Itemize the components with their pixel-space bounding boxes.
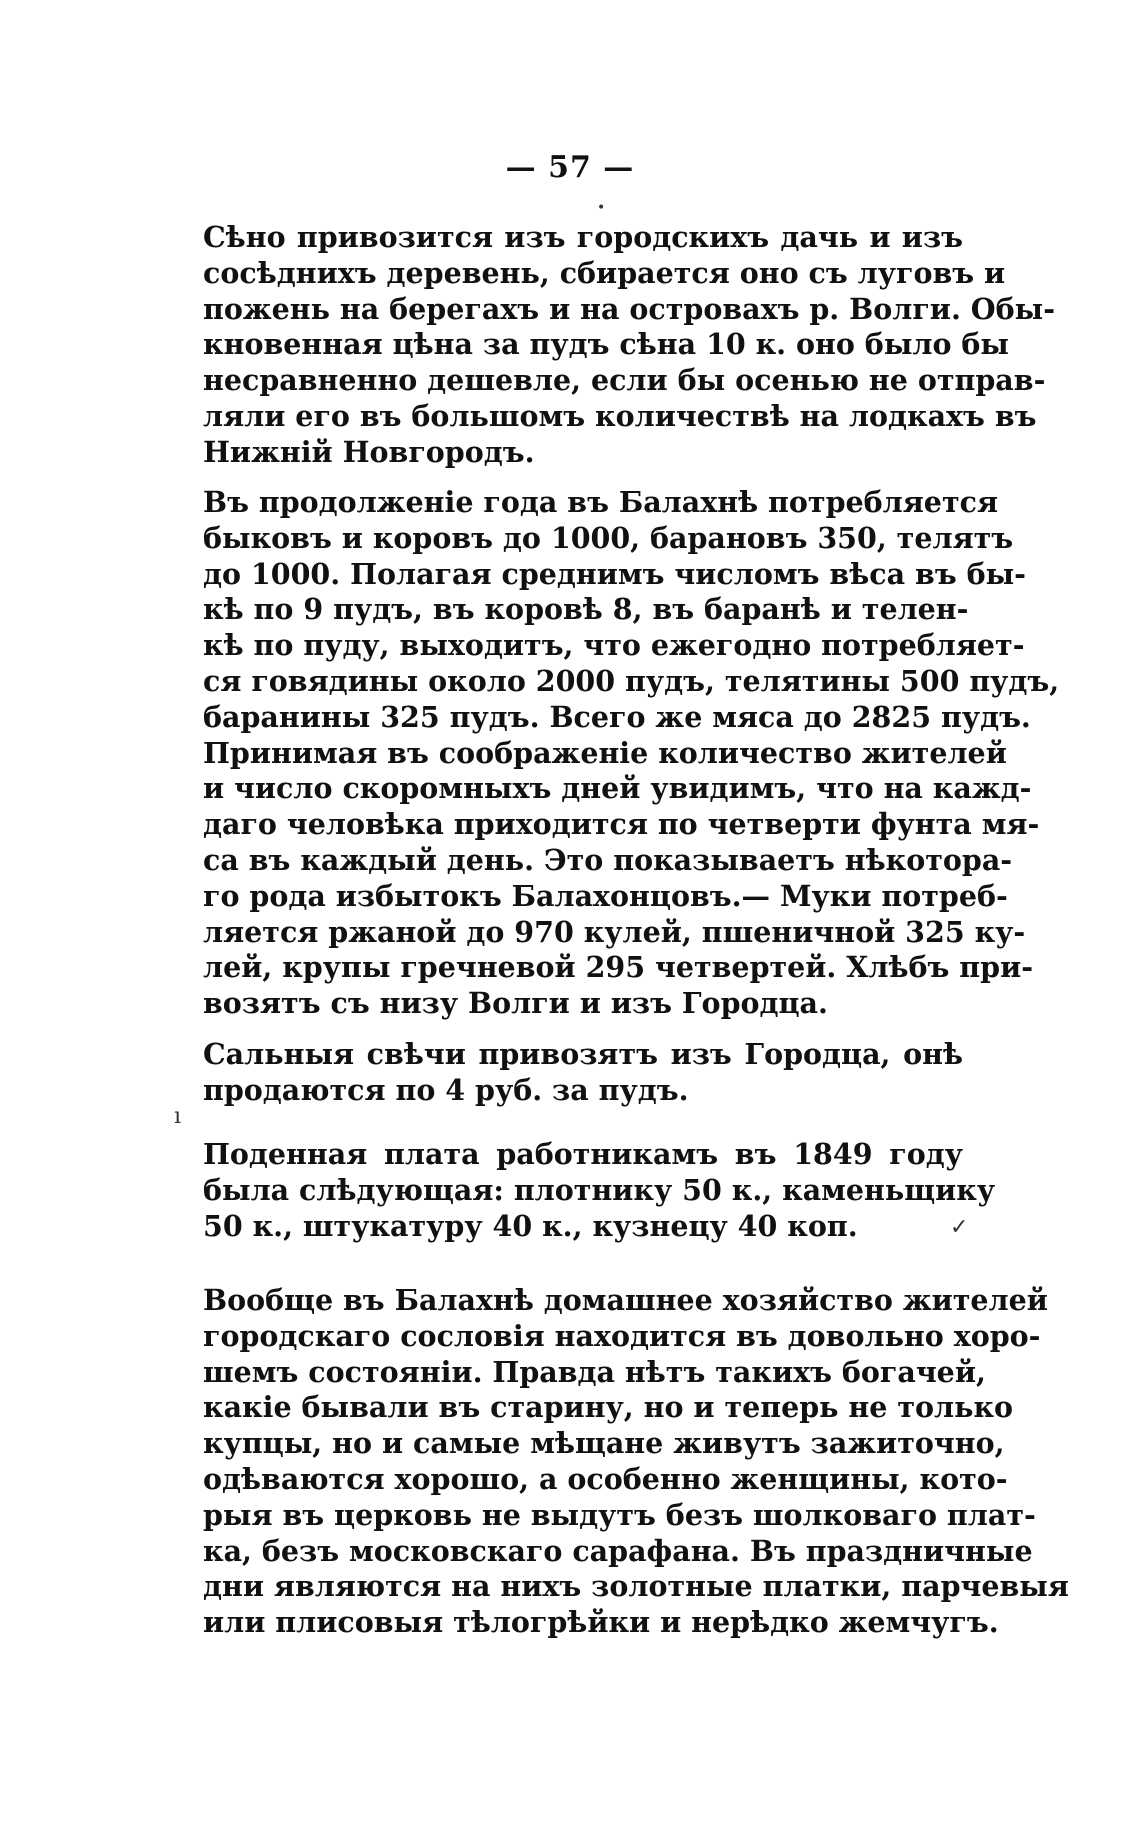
text-line: ся говядины около 2000 пудъ, телятины 500 пудъ, (203, 663, 1060, 698)
text-line: кѣ по 9 пудъ, въ коровѣ 8, въ баранѣ и телен- (203, 592, 969, 627)
text-line: Сѣно привозится изъ городскихъ дачь и изъ (203, 220, 963, 254)
text-line: Принимая въ соображеніе количество жителей (203, 735, 1007, 770)
text-line: Сальныя свѣчи привозятъ изъ Городца, онѣ (203, 1037, 963, 1071)
text-line: Нижній Новгородъ. (203, 434, 535, 469)
text-line: даго человѣка приходится по четверти фунта мя- (203, 807, 1040, 842)
text-line: рыя въ церковь не выдутъ безъ шолковаго плат- (203, 1497, 1036, 1532)
margin-mark: ı (174, 1104, 182, 1129)
paragraph-household (203, 1283, 1069, 1641)
print-speck: • (597, 200, 606, 216)
text-line: ка, безъ московскаго сарафана. Въ праздничные (203, 1533, 1033, 1568)
text-line: Вообще въ Балахнѣ домашнее хозяйство жителей (203, 1283, 1048, 1317)
text-line: одѣваются хорошо, а особенно женщины, кото- (203, 1461, 1008, 1496)
text-line: го рода избытокъ Балахонцовъ.— Муки потреб- (203, 878, 1008, 913)
paragraph-meat-consumption (203, 485, 1060, 1022)
text-line: пожень на берегахъ и на островахъ р. Волги. Обы- (203, 291, 1056, 326)
paragraph-candles (203, 1037, 963, 1109)
text-line: несравненно дешевле, если бы осенью не отправ- (203, 363, 1046, 398)
text-line: купцы, но и самые мѣщане живутъ зажиточно, (203, 1426, 1005, 1461)
text-line: кновенная цѣна за пудъ сѣна 10 к. оно было бы (203, 327, 1009, 362)
text-line: лей, крупы гречневой 295 четвертей. Хлѣбъ при- (203, 950, 1034, 985)
paragraph-wages (203, 1137, 996, 1244)
text-line: ляется ржаной до 970 кулей, пшеничной 325 ку- (203, 914, 1026, 949)
text-line: продаются по 4 руб. за пудъ. (203, 1072, 689, 1107)
text-line: или плисовыя тѣлогрѣйки и нерѣдко жемчугъ. (203, 1605, 999, 1640)
text-line: городскаго сословія находится въ довольно хоро- (203, 1318, 1041, 1353)
text-line: ляли его въ большомъ количествѣ на лодкахъ въ (203, 398, 1037, 433)
text-line: кѣ по пуду, выходитъ, что ежегодно потребляет- (203, 628, 1025, 663)
text-line: сосѣднихъ деревень, сбирается оно съ луговъ и (203, 255, 1006, 290)
text-line: са въ каждый день. Это показываетъ нѣкотора- (203, 842, 1013, 877)
text-line: была слѣдующая: плотнику 50 к., каменьщику (203, 1172, 996, 1207)
text-line: до 1000. Полагая среднимъ числомъ вѣса въ бы- (203, 556, 1027, 591)
text-line: шемъ состояніи. Правда нѣтъ такихъ богачей, (203, 1354, 986, 1389)
text-line: и число скоромныхъ дней увидимъ, что на кажд- (203, 771, 1032, 806)
page-number: — 57 — (505, 150, 635, 185)
text-line: дни являются на нихъ золотные платки, парчевыя (203, 1569, 1069, 1604)
margin-mark: ✓ (950, 1215, 969, 1240)
text-line: возятъ съ низу Волги и изъ Городца. (203, 986, 828, 1021)
text-line: Поденная плата работникамъ въ 1849 году (203, 1137, 963, 1171)
text-line: 50 к., штукатуру 40 к., кузнецу 40 коп. (203, 1208, 858, 1243)
text-line: Въ продолженіе года въ Балахнѣ потребляется (203, 485, 999, 519)
text-line: быковъ и коровъ до 1000, барановъ 350, телятъ (203, 520, 1014, 555)
paragraph-hay (203, 220, 1056, 471)
text-line: баранины 325 пудъ. Всего же мяса до 2825 пудъ. (203, 699, 1031, 734)
text-line: какіе бывали въ старину, но и теперь не только (203, 1390, 1014, 1425)
